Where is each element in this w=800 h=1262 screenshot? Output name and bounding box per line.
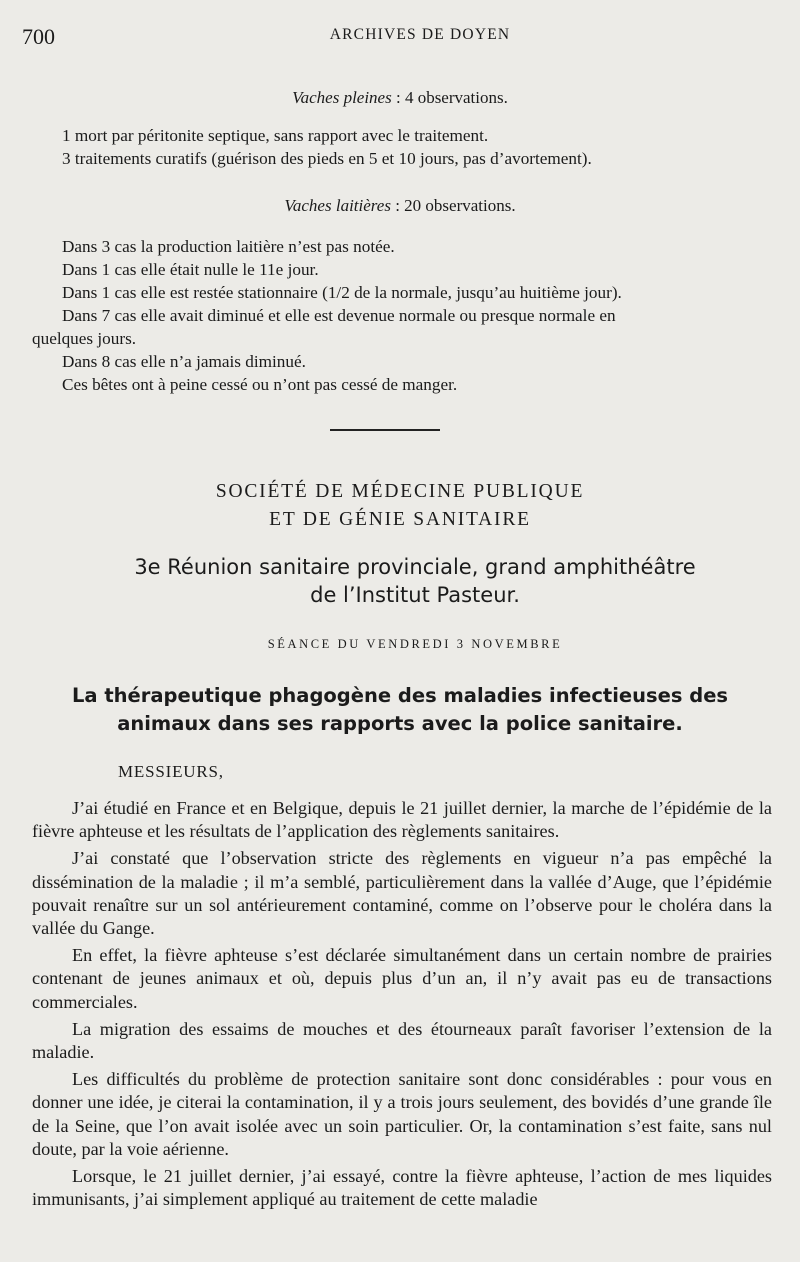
- paragraph: J’ai étudié en France et en Belgique, depuis le 21 juillet dernier, la marche de l’épidémie de la fièvre aphteuse et les résultats de l’application des règlements sanitaires.: [32, 798, 772, 842]
- list-line: Dans 3 cas la production laitière n’est pas notée.: [62, 237, 395, 256]
- section-heading-label: Vaches pleines: [292, 88, 392, 107]
- society-line: SOCIÉTÉ DE MÉDECINE PUBLIQUE: [215, 481, 585, 502]
- article-title: [30, 682, 770, 738]
- list-line: Dans 8 cas elle n’a jamais diminué.: [62, 352, 306, 371]
- title-line: animaux dans ses rapports avec la police sanitaire.: [117, 712, 683, 735]
- paragraph: La migration des essaims de mouches et des étourneaux paraît favoriser l’extension de la maladie.: [32, 1018, 772, 1063]
- meeting-line: de l’Institut Pasteur.: [310, 583, 520, 607]
- section-heading-count: : 20 observations.: [390, 196, 516, 215]
- paragraph: Les difficultés du problème de protection sanitaire sont donc considérables : pour vous en donner une idée, je citerai la contamination, il y a trois jours seulement, des bovidés d’une grande île de la Seine, que l’on avait isolée avec un soin particulier. Or, la contamination s’est faite, sans nul doute, par la voie aérienne.: [32, 1069, 772, 1159]
- list-line: Dans 7 cas elle avait diminué et elle est devenue normale ou presque normale en: [62, 306, 616, 325]
- article-body: [32, 797, 772, 1215]
- list-line: Ces bêtes ont à peine cessé ou n’ont pas cessé de manger.: [62, 375, 458, 394]
- section-heading-count: : 4 observations.: [391, 88, 508, 107]
- page-header: [22, 24, 778, 54]
- running-head: ARCHIVES DE DOYEN: [329, 26, 511, 43]
- salutation: MESSIEURS,: [118, 762, 224, 781]
- society-line: ET DE GÉNIE SANITAIRE: [269, 509, 531, 530]
- title-line: La thérapeutique phagogène des maladies infectieuses des: [71, 684, 729, 707]
- list-line: 3 traitements curatifs (guérison des pieds en 5 et 10 jours, pas d’avortement).: [62, 149, 592, 168]
- list-line: Dans 1 cas elle est restée stationnaire (1/2 de la normale, jusqu’au huitième jour).: [62, 283, 622, 302]
- section-heading-dairy-cows: [0, 196, 800, 216]
- paragraph: J’ai constaté que l’observation stricte des règlements en vigueur n’a pas empêché la dissémination de la maladie ; il m’a semblé, particulièrement dans la vallée d’Auge, que l’épidémie pouvait renaître sur un sol antérieurement contaminé, comme on l’observe pour le choléra dans la vallée du Gange.: [32, 848, 772, 939]
- seance-date: SÉANCE DU VENDREDI 3 NOVEMBRE: [267, 637, 563, 651]
- page-number: 700: [22, 24, 55, 49]
- society-heading: [0, 478, 800, 534]
- pregnant-cows-list: [62, 124, 748, 170]
- list-line: Dans 1 cas elle était nulle le 11e jour.: [62, 260, 319, 279]
- meeting-heading: [0, 553, 800, 609]
- list-line: 1 mort par péritonite septique, sans rapport avec le traitement.: [62, 126, 489, 145]
- paragraph: Lorsque, le 21 juillet dernier, j’ai essayé, contre la fièvre aphteuse, l’action de mes liquides immunisants, j’ai simplement appliqué au traitement de cette maladie: [32, 1166, 772, 1210]
- paragraph: En effet, la fièvre aphteuse s’est déclarée simultanément dans un certain nombre de prairies contenant de jeunes animaux et où, depuis plus d’un an, il n’y avait pas eu de transactions commerciales.: [32, 945, 772, 1012]
- section-heading-label: Vaches laitières: [284, 196, 391, 215]
- section-divider: [330, 429, 440, 431]
- dairy-cows-list: [32, 235, 748, 396]
- meeting-line: 3e Réunion sanitaire provinciale, grand amphithéâtre: [134, 555, 696, 579]
- section-heading-pregnant-cows: [0, 88, 800, 108]
- list-line: quelques jours.: [32, 329, 137, 348]
